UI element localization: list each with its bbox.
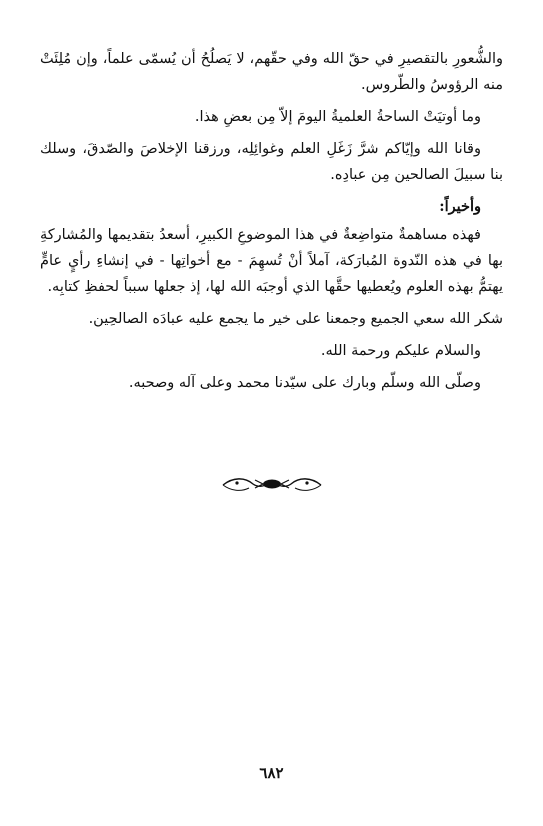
floral-divider-icon (219, 474, 325, 496)
paragraph-3: وقانا الله وإيّاكم شرَّ زَغَلِ العلم وغوائِلِه، ورزقنا الإخلاصَ والصّدقَ، وسلك بنا سبيلَ الصالحين مِن عبادِه. (40, 141, 503, 183)
paragraph-1: والشُّعورِ بالتقصيرِ في حقّ الله وفي حقّهم، لا يَصلُحُ أن يُسمّى علماً، وإن مُلِئَتْ منه الرؤوسُ والطّروس. (40, 51, 503, 93)
section-heading: وأخيراً: (439, 198, 481, 215)
ornament-divider (0, 474, 543, 500)
paragraph-5: شكر الله سعي الجميع وجمعنا على خير ما يجمع عليه عبادَه الصالحِين. (88, 311, 503, 327)
paragraph-6: والسلام عليكم ورحمة الله. (320, 343, 481, 359)
paragraph-4: فهذه مساهمةٌ متواضِعةٌ في هذا الموضوعِ الكبيرِ، أسعدُ بتقديمها والمُشاركةِ بها في هذه النّدوة المُبارَكة، آملاً أنْ تُسهِمَ - مع أخواتِها - في إنشاءِ رأيٍ عامٍّ يهتمُّ بهذه العلوم ويُعطيها حقَّها الذي أوجبَه الله لها، إذ جعلها سبباً لحفظِ كتابِه. (40, 227, 503, 295)
page-number: ٦٨٢ (259, 764, 284, 782)
paragraph-2: وما أوتيَتْ الساحةُ العلميةُ اليومَ إلاّ مِن بعضِ هذا. (194, 109, 481, 125)
paragraph-7: وصلّى الله وسلّم وبارك على سيّدنا محمد وعلى آله وصحبه. (128, 375, 481, 391)
body-text (40, 46, 503, 402)
